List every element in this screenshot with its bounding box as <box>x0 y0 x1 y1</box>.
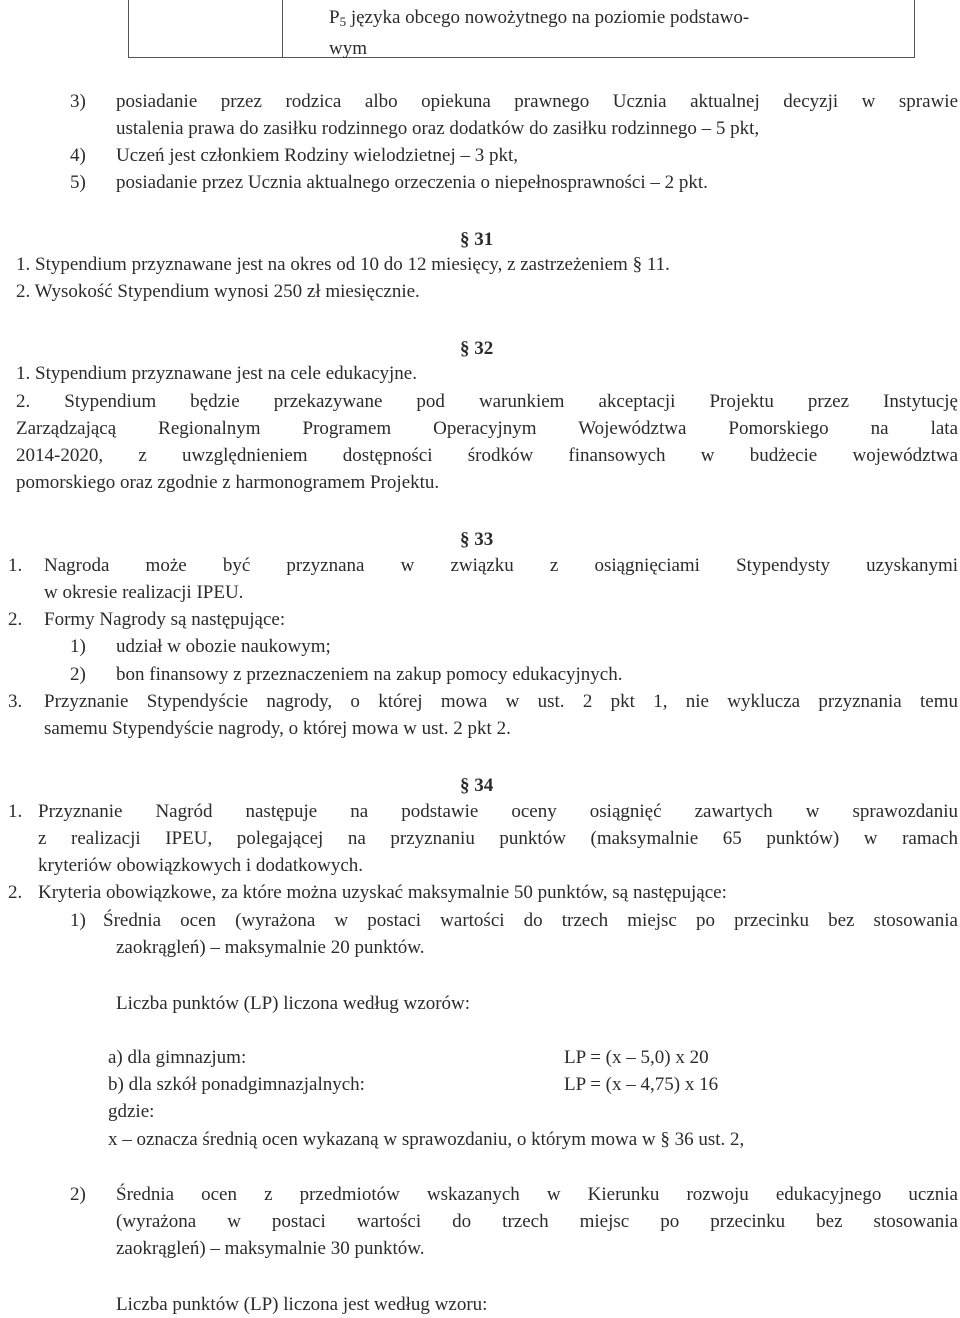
list-item-text: udział w obozie naukowym; <box>116 636 331 657</box>
formula-where: gdzie: <box>108 1101 155 1122</box>
paragraph: 2. Stypendium będzie przekazywane pod warunkiem akceptacji Projektu przez Instytucję <box>16 391 958 412</box>
list-item-text: posiadanie przez rodzica albo opiekuna prawnego Ucznia aktualnej decyzji w sprawie <box>116 91 958 112</box>
paragraph: Przyznanie Stypendyście nagrody, o której mowa w ust. 2 pkt 1, nie wyklucza przyznania temu <box>44 691 958 712</box>
section-heading-32: § 32 <box>460 338 494 359</box>
formula-label: b) dla szkół ponadgimnazjalnych: <box>108 1074 365 1095</box>
paragraph: Formy Nagrody są następujące: <box>44 609 286 630</box>
section-heading-31: § 31 <box>460 229 494 250</box>
formula: LP = (x – 5,0) x 20 <box>564 1047 709 1068</box>
formula: LP = (x – 4,75) x 16 <box>564 1074 719 1095</box>
list-number: 4) <box>70 145 86 166</box>
list-number: 1. <box>8 801 23 822</box>
list-item-text: Średnia ocen z przedmiotów wskazanych w Kierunku rozwoju edukacyjnego ucznia <box>116 1184 958 1205</box>
paragraph: Zarządzającą Regionalnym Programem Operacyjnym Województwa Pomorskiego na lata <box>16 418 958 439</box>
section-heading-34: § 34 <box>460 775 494 796</box>
list-number: 1) <box>70 910 86 931</box>
list-item-text: zaokrągleń) – maksymalnie 30 punktów. <box>116 1238 425 1259</box>
list-number: 2) <box>70 664 86 685</box>
list-item-text: ustalenia prawa do zasiłku rodzinnego oraz dodatków do zasiłku rodzinnego – 5 pkt, <box>116 118 760 139</box>
header-table-empty-cell <box>129 0 283 57</box>
paragraph: kryteriów obowiązkowych i dodatkowych. <box>38 855 364 876</box>
paragraph: Nagroda może być przyznana w związku z osiągnięciami Stypendysty uzyskanymi <box>44 555 958 576</box>
paragraph: Przyznanie Nagród następuje na podstawie oceny osiągnięć zawartych w sprawozdaniu <box>38 801 958 822</box>
paragraph: 1. Stypendium przyznawane jest na cele edukacyjne. <box>16 363 417 384</box>
list-number: 2. <box>8 609 23 630</box>
formula-label: a) dla gimnazjum: <box>108 1047 247 1068</box>
list-number: 2. <box>8 882 23 903</box>
list-item-text: (wyrażona w postaci wartości do trzech miejsc po przecinku bez stosowania <box>116 1211 958 1232</box>
formula-intro: Liczba punktów (LP) liczona jest według wzoru: <box>116 1294 488 1315</box>
list-item-text: posiadanie przez Ucznia aktualnego orzeczenia o niepełnosprawności – 2 pkt. <box>116 172 708 193</box>
list-item-text: bon finansowy z przeznaczeniem na zakup pomocy edukacyjnych. <box>116 664 623 685</box>
list-number: 5) <box>70 172 86 193</box>
paragraph: w okresie realizacji IPEU. <box>44 582 244 603</box>
paragraph: pomorskiego oraz zgodnie z harmonogramem Projektu. <box>16 472 440 493</box>
formula-intro: Liczba punktów (LP) liczona według wzorów: <box>116 993 471 1014</box>
list-number: 3. <box>8 691 23 712</box>
header-table <box>128 0 915 58</box>
list-item-text: zaokrągleń) – maksymalnie 20 punktów. <box>116 937 425 958</box>
paragraph: 2014-2020, z uwzględnieniem dostępności środków finansowych w budżecie województwa <box>16 445 958 466</box>
list-item-text: Średnia ocen (wyrażona w postaci wartości do trzech miejsc po przecinku bez stosowania <box>103 910 958 931</box>
list-number: 3) <box>70 91 86 112</box>
formula-definition: x – oznacza średnią ocen wykazaną w sprawozdaniu, o którym mowa w § 36 ust. 2, <box>108 1129 745 1150</box>
section-heading-33: § 33 <box>460 529 494 550</box>
paragraph: Kryteria obowiązkowe, za które można uzyskać maksymalnie 50 punktów, są następujące: <box>38 882 727 903</box>
paragraph: samemu Stypendyście nagrody, o której mowa w ust. 2 pkt 2. <box>44 718 511 739</box>
header-table-text: $P_5$ języka obcego nowożytnego na poziomie podstawo- wym <box>329 7 750 59</box>
list-number: 2) <box>70 1184 86 1205</box>
list-number: 1. <box>8 555 23 576</box>
list-item-text: Uczeń jest członkiem Rodziny wielodzietnej – 3 pkt, <box>116 145 519 166</box>
paragraph: 1. Stypendium przyznawane jest na okres od 10 do 12 miesięcy, z zastrzeżeniem § 11. <box>16 254 670 275</box>
list-number: 1) <box>70 636 86 657</box>
paragraph: z realizacji IPEU, polegającej na przyznaniu punktów (maksymalnie 65 punktów) w ramach <box>38 828 958 849</box>
paragraph: 2. Wysokość Stypendium wynosi 250 zł miesięcznie. <box>16 281 420 302</box>
